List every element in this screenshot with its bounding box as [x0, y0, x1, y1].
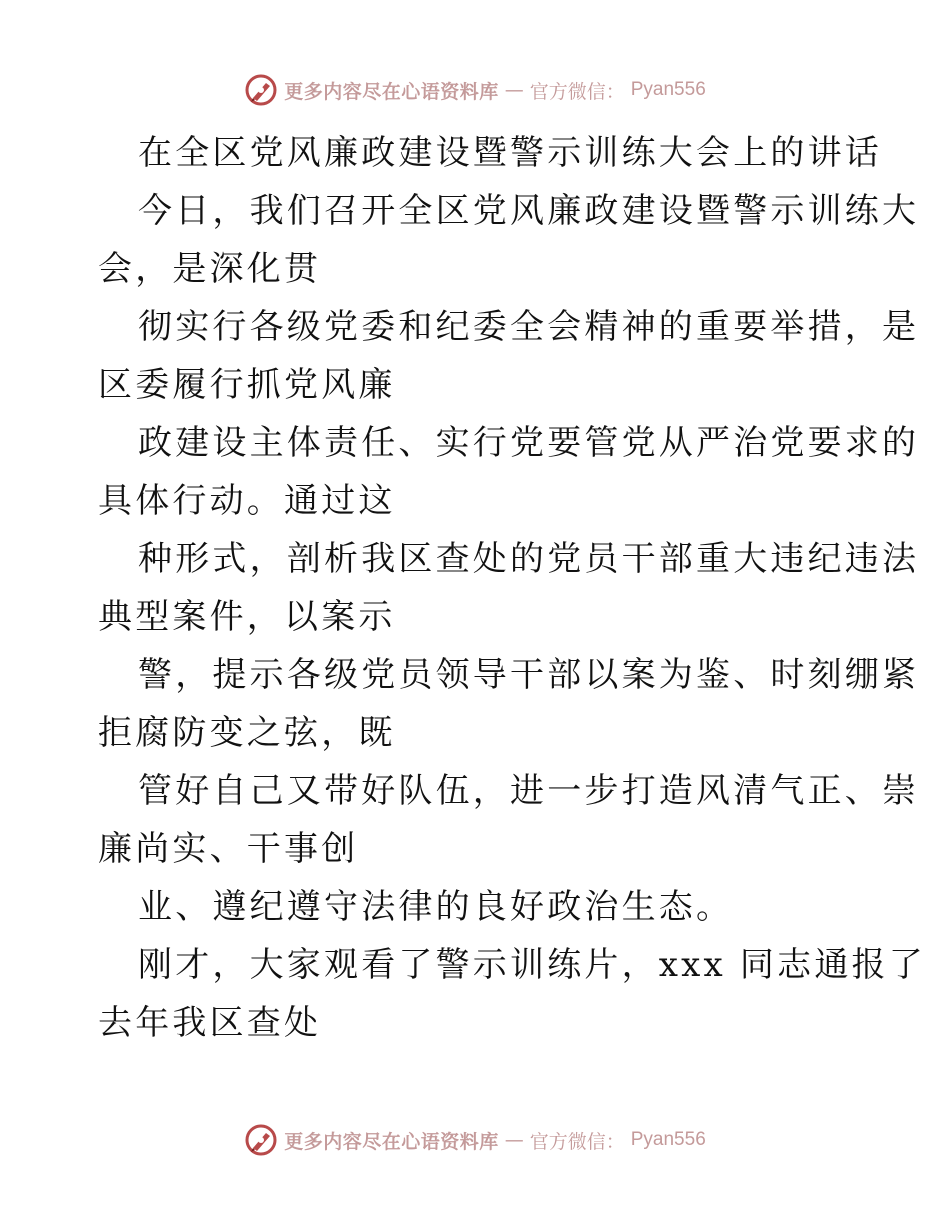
paragraph-line: 区委履行抓党风廉	[98, 365, 396, 405]
paragraph-line: 刚才，大家观看了警示训练片，xxx 同志通报了	[138, 945, 926, 985]
paragraph-line: 种形式，剖析我区查处的党员干部重大违纪违法	[138, 539, 920, 579]
footer-wechat-label: 官方微信：	[529, 1130, 625, 1153]
header-promo-text: 更多内容尽在心语资料库	[284, 80, 499, 103]
paragraph-line: 具体行动。通过这	[98, 481, 396, 521]
footer-promo-text: 更多内容尽在心语资料库	[284, 1130, 499, 1153]
paragraph-line: 会，是深化贯	[98, 249, 322, 289]
paragraph-line: 拒腐防变之弦，既	[98, 713, 396, 753]
footer-wechat-id: Pyan556	[630, 1129, 706, 1150]
paragraph-line: 警，提示各级党员领导干部以案为鉴、时刻绷紧	[138, 655, 920, 695]
header-wechat-id: Pyan556	[630, 79, 706, 100]
paragraph-line: 彻实行各级党委和纪委全会精神的重要举措，是	[138, 307, 920, 347]
document-body	[98, 124, 926, 1052]
paragraph-line: 今日，我们召开全区党风廉政建设暨警示训练大	[138, 191, 920, 231]
header-wechat-label: 官方微信：	[529, 80, 625, 103]
paragraph-line: 管好自己又带好队伍，进一步打造风清气正、崇	[138, 771, 920, 811]
paragraph-line: 去年我区查处	[98, 1003, 322, 1043]
document-title: 在全区党风廉政建设暨警示训练大会上的讲话	[138, 133, 882, 173]
paragraph-line: 政建设主体责任、实行党要管党从严治党要求的	[138, 423, 920, 463]
pen-logo-icon	[244, 1123, 278, 1157]
paragraph-line: 廉尚实、干事创	[98, 829, 359, 869]
paragraph-line: 业、遵纪遵守法律的良好政治生态。	[138, 887, 734, 927]
paragraph-line: 典型案件，以案示	[98, 597, 396, 637]
footer-banner	[0, 1120, 950, 1160]
header-dash: —	[504, 79, 524, 101]
header-banner	[0, 70, 950, 110]
pen-logo-icon	[244, 73, 278, 107]
footer-dash: —	[504, 1129, 524, 1151]
